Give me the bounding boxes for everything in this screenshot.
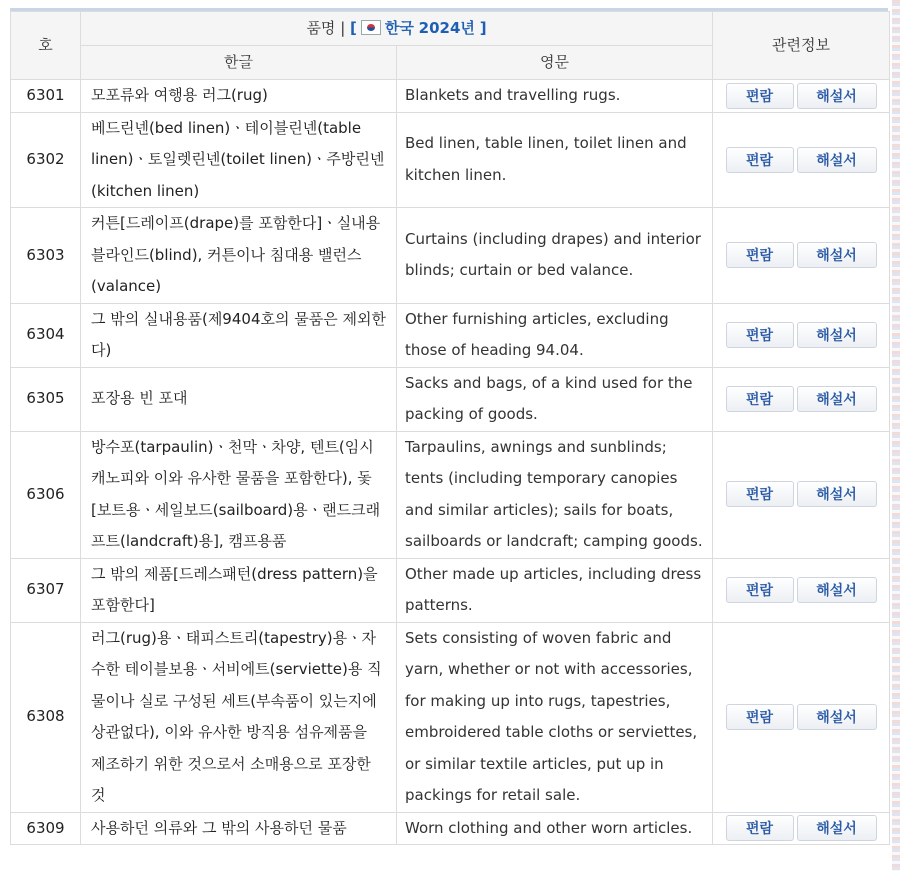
- heading-number: 6307: [11, 558, 81, 622]
- commentary-button[interactable]: 해설서: [797, 577, 877, 603]
- view-button[interactable]: 편람: [726, 815, 794, 841]
- commentary-button[interactable]: 해설서: [797, 147, 877, 173]
- header-year: 2024년: [418, 18, 475, 37]
- header-item-name: [81, 12, 713, 46]
- commentary-button[interactable]: 해설서: [797, 386, 877, 412]
- table-row: [11, 812, 890, 845]
- korea-flag-icon: [361, 20, 381, 35]
- commentary-button[interactable]: 해설서: [797, 481, 877, 507]
- related-info-cell: [713, 208, 890, 304]
- korean-description: 베드린넨(bed linen)ㆍ테이블린넨(table linen)ㆍ토일렛린넨(toilet linen)ㆍ주방린넨(kitchen linen): [81, 112, 397, 208]
- english-description: Tarpaulins, awnings and sunblinds; tents (including temporary canopies and similar articles); sails for boats, sailboards or landcraft; camping goods.: [397, 431, 713, 558]
- english-description: Curtains (including drapes) and interior blinds; curtain or bed valance.: [397, 208, 713, 304]
- commentary-button[interactable]: 해설서: [797, 322, 877, 348]
- heading-number: 6305: [11, 367, 81, 431]
- korean-description: 모포류와 여행용 러그(rug): [81, 80, 397, 113]
- view-button[interactable]: 편람: [726, 147, 794, 173]
- table-header: [11, 12, 890, 80]
- korean-description: 포장용 빈 포대: [81, 367, 397, 431]
- related-info-cell: [713, 622, 890, 812]
- table-row: [11, 367, 890, 431]
- commentary-button[interactable]: 해설서: [797, 704, 877, 730]
- table-row: [11, 208, 890, 304]
- heading-number: 6309: [11, 812, 81, 845]
- header-close-bracket: ]: [479, 18, 487, 37]
- heading-number: 6301: [11, 80, 81, 113]
- korean-description: 그 밖의 실내용품(제9404호의 물품은 제외한다): [81, 303, 397, 367]
- header-name-label: 품명: [306, 18, 336, 37]
- heading-number: 6304: [11, 303, 81, 367]
- table-row: [11, 431, 890, 558]
- page-edge-decoration: [892, 0, 900, 871]
- english-description: Sacks and bags, of a kind used for the packing of goods.: [397, 367, 713, 431]
- view-button[interactable]: 편람: [726, 83, 794, 109]
- table-row: [11, 303, 890, 367]
- header-korean: 한글: [81, 46, 397, 80]
- related-info-cell: [713, 112, 890, 208]
- view-button[interactable]: 편람: [726, 242, 794, 268]
- korean-description: 커튼[드레이프(drape)를 포함한다]ㆍ실내용 블라인드(blind), 커튼이나 침대용 밸런스(valance): [81, 208, 397, 304]
- table-row: [11, 622, 890, 812]
- hs-code-table: [10, 11, 890, 845]
- view-button[interactable]: 편람: [726, 322, 794, 348]
- view-button[interactable]: 편람: [726, 704, 794, 730]
- header-open-bracket: [: [350, 18, 357, 37]
- english-description: Sets consisting of woven fabric and yarn, whether or not with accessories, for making up into rugs, tapestries, embroidered table cloths or serviettes, or similar textile articles, put up in packings for retail sale.: [397, 622, 713, 812]
- table-body: [11, 80, 890, 845]
- heading-number: 6308: [11, 622, 81, 812]
- korean-description: 그 밖의 제품[드레스패턴(dress pattern)을 포함한다]: [81, 558, 397, 622]
- heading-number: 6306: [11, 431, 81, 558]
- korean-description: 사용하던 의류와 그 밖의 사용하던 물품: [81, 812, 397, 845]
- korean-description: 방수포(tarpaulin)ㆍ천막ㆍ차양, 텐트(임시 캐노피와 이와 유사한 물품을 포함한다), 돛[보트용ㆍ세일보드(sailboard)용ㆍ랜드크래프트(landcraft)용], 캠프용품: [81, 431, 397, 558]
- view-button[interactable]: 편람: [726, 577, 794, 603]
- heading-number: 6302: [11, 112, 81, 208]
- view-button[interactable]: 편람: [726, 481, 794, 507]
- related-info-cell: [713, 431, 890, 558]
- commentary-button[interactable]: 해설서: [797, 83, 877, 109]
- related-info-cell: [713, 812, 890, 845]
- related-info-cell: [713, 367, 890, 431]
- table-row: [11, 558, 890, 622]
- commentary-button[interactable]: 해설서: [797, 242, 877, 268]
- english-description: Blankets and travelling rugs.: [397, 80, 713, 113]
- header-separator: |: [340, 18, 346, 37]
- heading-number: 6303: [11, 208, 81, 304]
- korean-description: 러그(rug)용ㆍ태피스트리(tapestry)용ㆍ자수한 테이블보용ㆍ서비에트(serviette)용 직물이나 실로 구성된 세트(부속품이 있는지에 상관없다), 이와 유사한 방직용 섬유제품을 제조하기 위한 것으로서 소매용으로 포장한 것: [81, 622, 397, 812]
- header-no: 호: [11, 12, 81, 80]
- english-description: Other made up articles, including dress patterns.: [397, 558, 713, 622]
- related-info-cell: [713, 303, 890, 367]
- related-info-cell: [713, 80, 890, 113]
- header-english: 영문: [397, 46, 713, 80]
- table-row: [11, 80, 890, 113]
- table-row: [11, 112, 890, 208]
- header-country: 한국: [384, 18, 414, 37]
- commentary-button[interactable]: 해설서: [797, 815, 877, 841]
- english-description: Other furnishing articles, excluding those of heading 94.04.: [397, 303, 713, 367]
- english-description: Bed linen, table linen, toilet linen and kitchen linen.: [397, 112, 713, 208]
- related-info-cell: [713, 558, 890, 622]
- header-related-info: 관련정보: [713, 12, 890, 80]
- english-description: Worn clothing and other worn articles.: [397, 812, 713, 845]
- view-button[interactable]: 편람: [726, 386, 794, 412]
